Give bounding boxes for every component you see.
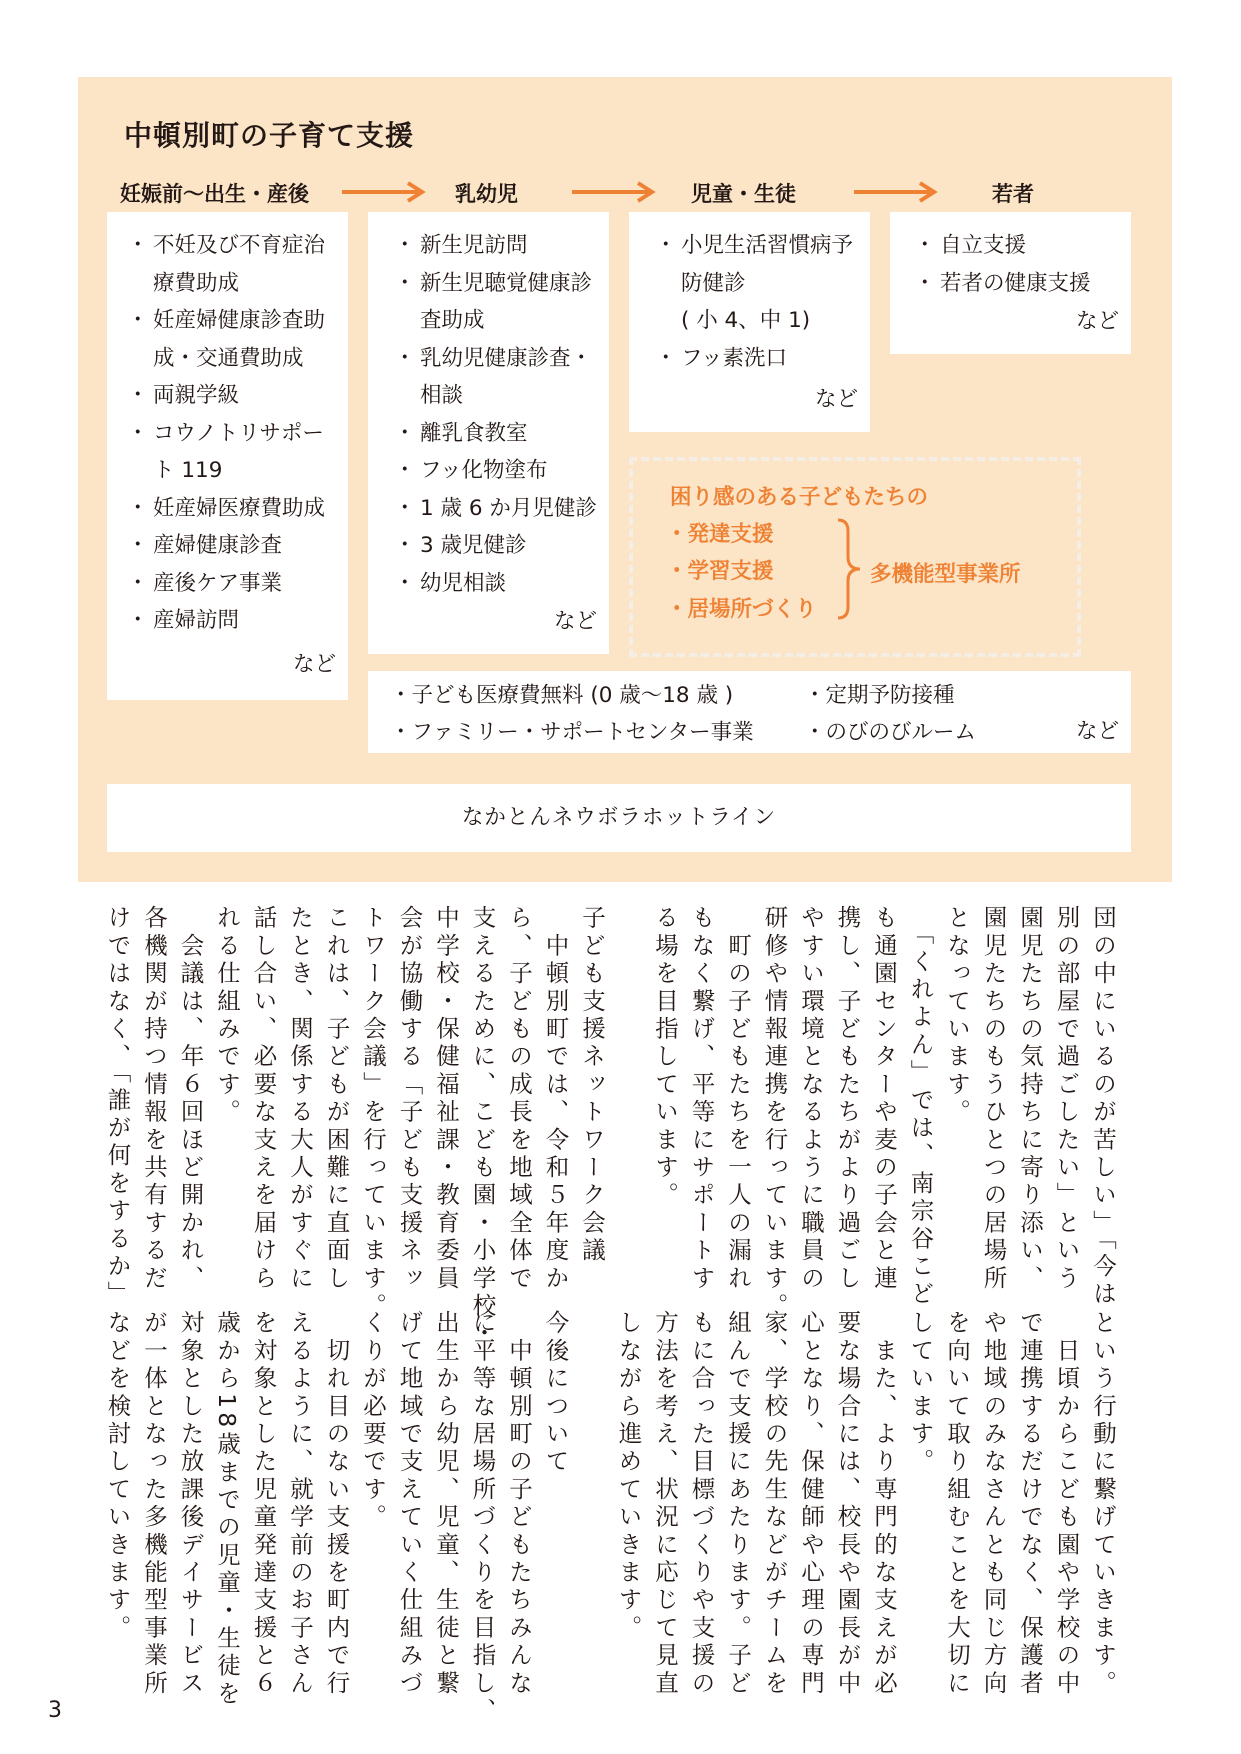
prenatal-support-box <box>107 212 348 700</box>
list-item: ・ 離乳食教室 <box>396 415 597 453</box>
text-column: 出生から幼児、児童、生徒と繋 <box>432 1310 460 1698</box>
text-column: 家、学校の先生などがチームを <box>760 1310 789 1698</box>
list-item-label: ファミリー・サポートセンター事業 <box>411 720 754 745</box>
text-column: 園児たちの気持ちに寄り添い、 <box>1016 905 1044 1293</box>
etc-label: など <box>1075 719 1119 744</box>
text-column: しています。 <box>906 1310 935 1477</box>
text-column: れる仕組みです。 <box>213 905 241 1127</box>
text-column: ら、子どもの成長を地域全体で <box>505 905 533 1293</box>
infant-support-box <box>368 212 609 654</box>
text-column: 会議は、年６回ほど開かれ、 <box>176 905 205 1293</box>
youth-support-list <box>916 227 1091 302</box>
list-item: ・ 幼児相談 <box>396 565 597 603</box>
list-item: 防健診 <box>681 270 746 296</box>
text-column: 対象とした放課後デイサービス <box>176 1310 205 1698</box>
list-item: ・子ども医療費無料 (0 歳〜18 歳 ) <box>390 683 734 708</box>
list-item: ・定期予防接種 <box>804 683 955 708</box>
list-item: ・ 自立支援 <box>916 227 1091 265</box>
list-item-label: 定期予防接種 <box>825 683 955 708</box>
text-column: る場を目指しています。 <box>651 905 679 1210</box>
list-item: ・ 小児生活習慣病予 <box>657 227 853 265</box>
text-column: が一体となった多機能型事業所 <box>140 1310 168 1698</box>
text-column: 方法を考え、状況に応じて見直 <box>651 1310 679 1698</box>
list-item: ・ 妊産婦健康診査助 <box>129 302 325 340</box>
list-item: ・ フッ化物塗布 <box>396 452 597 490</box>
arrow-right-icon <box>340 181 430 203</box>
text-column: を向いて取り組むことを大切に <box>943 1310 971 1698</box>
list-item: ・ 産婦訪問 <box>129 602 325 640</box>
text-column: 携し、子どもたちがより過ごし <box>833 905 862 1293</box>
text-column: 中学校・保健福祉課・教育委員 <box>432 905 460 1293</box>
special-item-learning: ・学習支援 <box>666 559 774 584</box>
list-item: ・ 新生児訪問 <box>396 227 597 265</box>
text-column: や地域のみなさんとも同じ方向 <box>979 1310 1008 1698</box>
arrow-right-icon <box>570 181 660 203</box>
text-column: くりが必要です。 <box>359 1310 387 1532</box>
text-column: 団の中にいるのが苦しい」「今は <box>1089 905 1117 1309</box>
hotline-bar <box>107 784 1131 852</box>
list-item: ・ 妊産婦医療費助成 <box>129 490 325 528</box>
etc-label: など <box>553 609 597 634</box>
text-column: 要な場合には、校長や園長が中 <box>833 1310 862 1698</box>
list-item: ・ 3 歳児健診 <box>396 527 597 565</box>
list-item-label: 子ども医療費無料 (0 歳〜18 歳 ) <box>411 683 734 708</box>
infant-support-list <box>396 227 597 602</box>
student-support-list <box>657 227 853 377</box>
youth-support-box <box>890 212 1131 354</box>
list-item: 成・交通費助成 <box>153 345 304 371</box>
list-item: ・ コウノトリサポー <box>129 415 325 453</box>
list-item: ・ 乳幼児健康診査・ <box>396 340 597 378</box>
text-column: も通園センターや麦の子会と連 <box>870 905 898 1293</box>
common-services-right <box>804 677 976 751</box>
text-column: という行動に繋げていきます。 <box>1089 1310 1117 1698</box>
text-column: もに合った目標づくりや支援の <box>687 1310 716 1698</box>
list-item: ・のびのびルーム <box>804 720 977 745</box>
text-column: しながら進めていきます。 <box>614 1310 643 1643</box>
text-column: 日頃からこども園や学校の中 <box>1052 1310 1081 1698</box>
text-column: 支えるために、こども園・小学校・ <box>468 905 497 1349</box>
stage-student: 児童・生徒 <box>691 182 796 206</box>
text-column: に平等な居場所づくりを目指し、 <box>468 1310 497 1726</box>
list-item: ・ 1 歳 6 か月児健診 <box>396 490 597 528</box>
text-column: 中頓別町では、令和５年度か <box>541 905 570 1293</box>
text-column: もなく繋げ、平等にサポートす <box>687 905 716 1293</box>
arrow-right-icon <box>852 181 942 203</box>
text-column: やすい環境となるように職員の <box>797 905 825 1293</box>
etc-label: など <box>814 387 858 412</box>
list-item: ト 119 <box>153 458 223 483</box>
list-item: 相談 <box>420 383 464 408</box>
list-item: ・ 若者の健康支援 <box>916 265 1091 303</box>
text-column: 会が協働する「子ども支援ネッ <box>395 905 424 1293</box>
prenatal-support-list <box>129 227 325 640</box>
text-column: 研修や情報連携を行っています。 <box>760 905 789 1321</box>
list-item: ・ 産後ケア事業 <box>129 565 325 603</box>
stage-youth: 若者 <box>992 182 1034 206</box>
list-item: ・ 産婦健康診査 <box>129 527 325 565</box>
special-item-label: 居場所づくり <box>687 597 817 622</box>
text-column: 「くれよん」では、南宗谷こど <box>906 905 935 1309</box>
text-column: また、より専門的な支えが必 <box>870 1310 898 1698</box>
stage-prenatal: 妊娠前〜出生・産後 <box>120 182 309 206</box>
list-item: ・ 新生児聴覚健康診 <box>396 265 597 303</box>
text-column: 各機関が持つ情報を共有するだ <box>140 905 168 1293</box>
text-column: などを検討していきます。 <box>103 1310 132 1643</box>
list-item: 査助成 <box>420 308 485 333</box>
list-item: ・ 不妊及び不育症治 <box>129 227 325 265</box>
special-item-label: 発達支援 <box>687 522 774 547</box>
text-column: 園児たちのもうひとつの居場所 <box>979 905 1008 1293</box>
special-item-development: ・発達支援 <box>666 522 774 547</box>
text-column: 中頓別町の子どもたちみんな <box>505 1310 533 1698</box>
text-column: となっています。 <box>943 905 971 1127</box>
list-item: ・ フッ素洗口 <box>657 340 853 378</box>
brace-icon <box>834 517 864 621</box>
list-item: ( 小 4、中 1) <box>681 308 811 333</box>
text-column: 組んで支援にあたります。子ど <box>724 1310 752 1698</box>
text-column: 町の子どもたちを一人の漏れ <box>724 905 752 1293</box>
common-services-box <box>368 671 1131 753</box>
hotline-label: なかとんネウボラホットライン <box>461 805 777 830</box>
text-column: けではなく、「誰が何をするか」 <box>103 905 132 1309</box>
multifunction-facility-label: 多機能型事業所 <box>870 562 1021 587</box>
text-column: 切れ目のない支援を町内で行 <box>322 1310 351 1698</box>
text-column: えるように、就学前のお子さん <box>286 1310 314 1698</box>
stage-infant: 乳幼児 <box>455 182 518 206</box>
text-column: を対象とした児童発達支援と６ <box>249 1310 278 1698</box>
common-services-left <box>390 677 754 751</box>
page-number: 3 <box>48 1698 62 1723</box>
text-column: で連携するだけでなく、保護者 <box>1016 1310 1044 1698</box>
list-item-label: のびのびルーム <box>825 720 977 745</box>
text-column: これは、子どもが困難に直面し <box>322 905 351 1293</box>
text-column: げて地域で支えていく仕組みづ <box>395 1310 424 1698</box>
text-column: 話し合い、必要な支えを届けら <box>249 905 278 1293</box>
text-column: 歳から18歳までの児童・生徒を <box>213 1310 241 1709</box>
section-heading: 今後について <box>541 1310 570 1477</box>
etc-label: など <box>292 652 336 677</box>
section-heading: 子ども支援ネットワーク会議 <box>578 905 606 1266</box>
text-column: 心となり、保健師や心理の専門 <box>797 1310 825 1698</box>
text-column: たとき、関係する大人がすぐに <box>286 905 314 1293</box>
etc-label: など <box>1075 309 1119 334</box>
list-item: 療費助成 <box>153 270 240 296</box>
list-item: ・ファミリー・サポートセンター事業 <box>390 720 754 745</box>
page-title: 中頓別町の子育て支援 <box>124 119 415 152</box>
text-column: トワーク会議」を行っています。 <box>359 905 387 1321</box>
text-column: 別の部屋で過ごしたい」という <box>1052 905 1081 1293</box>
special-item-place: ・居場所づくり <box>666 597 817 622</box>
special-support-heading: 困り感のある子どもたちの <box>670 485 929 510</box>
student-support-box <box>629 212 870 432</box>
list-item: ・ 両親学級 <box>129 377 325 415</box>
special-item-label: 学習支援 <box>687 559 774 584</box>
